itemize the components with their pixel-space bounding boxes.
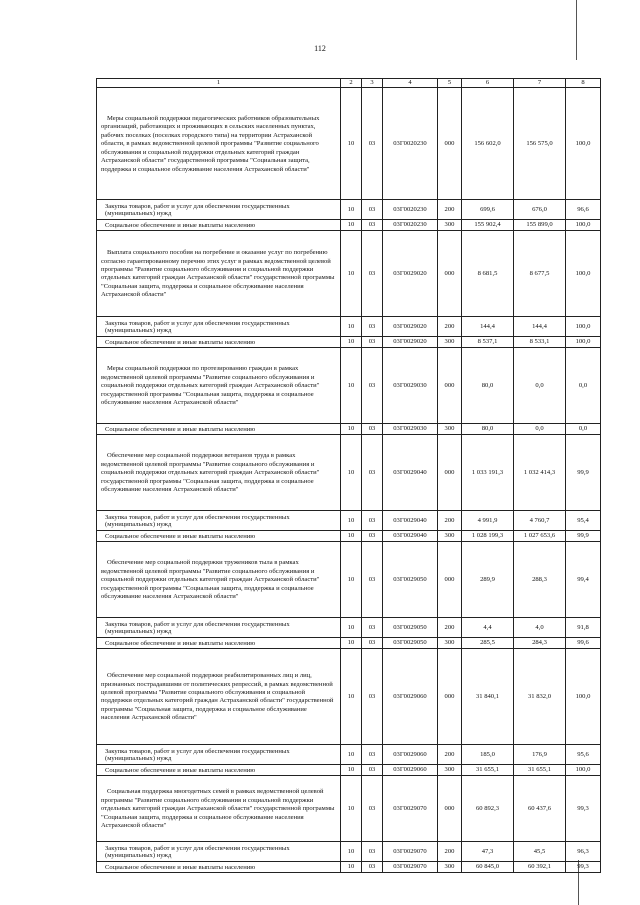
execution-percent-cell: 100,0	[566, 220, 601, 231]
planned-amount-cell: 60 892,3	[462, 776, 514, 842]
planned-amount-cell: 699,6	[462, 200, 514, 220]
actual-amount-cell: 144,4	[514, 317, 566, 337]
target-article-cell: 03Г0029060	[383, 765, 438, 776]
table-row-expense	[97, 618, 601, 638]
subsection-cell: 03	[362, 638, 383, 649]
section-cell: 10	[341, 842, 362, 862]
table-row-expense	[97, 424, 601, 435]
subsection-cell: 03	[362, 88, 383, 200]
table-body	[97, 88, 601, 873]
subsection-cell: 03	[362, 649, 383, 745]
actual-amount-cell: 284,3	[514, 638, 566, 649]
execution-percent-cell: 100,0	[566, 88, 601, 200]
expense-type-cell: 200	[438, 200, 462, 220]
actual-amount-cell: 0,0	[514, 424, 566, 435]
planned-amount-cell: 144,4	[462, 317, 514, 337]
column-header: 4	[383, 79, 438, 88]
planned-amount-cell: 156 602,0	[462, 88, 514, 200]
planned-amount-cell: 289,9	[462, 542, 514, 618]
column-header: 3	[362, 79, 383, 88]
subsection-cell: 03	[362, 231, 383, 317]
execution-percent-cell: 100,0	[566, 231, 601, 317]
table-row-measure	[97, 435, 601, 511]
row-name-cell: Обеспечение мер социальной поддержки тружеников тыла в рамках ведомственной целевой программы "Развитие социального обслуживания и социальной поддержки отдельных категорий граждан Астраханской области" государственной программы "Социальная защита, поддержка и социальное обслуживание населения Астраханской области"	[97, 542, 341, 618]
target-article-cell: 03Г0020230	[383, 220, 438, 231]
row-name-cell: Социальное обеспечение и иные выплаты населению	[97, 337, 341, 348]
section-cell: 10	[341, 649, 362, 745]
section-cell: 10	[341, 88, 362, 200]
row-name-cell: Социальное обеспечение и иные выплаты населению	[97, 862, 341, 873]
row-name-cell: Закупка товаров, работ и услуг для обеспечения государственных (муниципальных) нужд	[97, 842, 341, 862]
planned-amount-cell: 8 681,5	[462, 231, 514, 317]
section-cell: 10	[341, 531, 362, 542]
expense-type-cell: 000	[438, 776, 462, 842]
section-cell: 10	[341, 337, 362, 348]
subsection-cell: 03	[362, 842, 383, 862]
actual-amount-cell: 31 655,1	[514, 765, 566, 776]
table-row-expense	[97, 317, 601, 337]
subsection-cell: 03	[362, 317, 383, 337]
expense-type-cell: 300	[438, 862, 462, 873]
section-cell: 10	[341, 618, 362, 638]
actual-amount-cell: 4,0	[514, 618, 566, 638]
target-article-cell: 03Г0029050	[383, 542, 438, 618]
row-name-cell: Закупка товаров, работ и услуг для обеспечения государственных (муниципальных) нужд	[97, 511, 341, 531]
expense-type-cell: 000	[438, 348, 462, 424]
actual-amount-cell: 45,5	[514, 842, 566, 862]
actual-amount-cell: 1 027 653,6	[514, 531, 566, 542]
table-row-measure	[97, 542, 601, 618]
subsection-cell: 03	[362, 776, 383, 842]
expense-type-cell: 200	[438, 842, 462, 862]
subsection-cell: 03	[362, 511, 383, 531]
table-row-expense	[97, 745, 601, 765]
execution-percent-cell: 95,6	[566, 745, 601, 765]
target-article-cell: 03Г0020230	[383, 88, 438, 200]
section-cell: 10	[341, 862, 362, 873]
execution-percent-cell: 99,3	[566, 862, 601, 873]
expense-type-cell: 300	[438, 220, 462, 231]
actual-amount-cell: 155 899,0	[514, 220, 566, 231]
subsection-cell: 03	[362, 531, 383, 542]
table-row-measure	[97, 88, 601, 200]
execution-percent-cell: 95,4	[566, 511, 601, 531]
execution-percent-cell: 96,6	[566, 200, 601, 220]
row-name-cell: Меры социальной поддержки педагогических работников образовательных организаций, работающих и проживающих в сельских населенных пунктах, рабочих поселках (поселках городского типа) на территории Астраханской области, в рамках ведомственной целевой программы "Развитие социального обслуживания и социальной поддержки отдельных категорий граждан Астраханской области" государственной программы "Социальная защита, поддержка и социальное обслуживание населения Астраханской области"	[97, 88, 341, 200]
target-article-cell: 03Г0029050	[383, 618, 438, 638]
table-row-expense	[97, 337, 601, 348]
section-cell: 10	[341, 424, 362, 435]
table-header-row	[97, 79, 601, 88]
target-article-cell: 03Г0029060	[383, 745, 438, 765]
subsection-cell: 03	[362, 200, 383, 220]
row-name-cell: Обеспечение мер социальной поддержки ветеранов труда в рамках ведомственной целевой программы "Развитие социального обслуживания и социальной поддержки отдельных категорий граждан Астраханской области" государственной программы "Социальная защита, поддержка и социальное обслуживание населения Астраханской области"	[97, 435, 341, 511]
target-article-cell: 03Г0029030	[383, 348, 438, 424]
actual-amount-cell: 676,0	[514, 200, 566, 220]
row-name-cell: Меры социальной поддержки по протезированию граждан в рамках ведомственной целевой программы "Развитие социального обслуживания и социальной поддержки отдельных категорий граждан Астраханской области" государственной программы "Социальная защита, поддержка и социальное обслуживание населения Астраханской области"	[97, 348, 341, 424]
column-header: 2	[341, 79, 362, 88]
planned-amount-cell: 4 991,9	[462, 511, 514, 531]
planned-amount-cell: 80,0	[462, 348, 514, 424]
expense-type-cell: 000	[438, 231, 462, 317]
row-name-cell: Обеспечение мер социальной поддержки реабилитированных лиц и лиц, признанных пострадавшими от политических репрессий, в рамках ведомственной целевой программы "Развитие социального обслуживания и социальной поддержки отдельных категорий граждан Астраханской области" государственной программы "Социальная защита, поддержка и социальное обслуживание населения Астраханской области"	[97, 649, 341, 745]
target-article-cell: 03Г0020230	[383, 200, 438, 220]
column-header: 7	[514, 79, 566, 88]
target-article-cell: 03Г0029040	[383, 511, 438, 531]
planned-amount-cell: 1 028 199,3	[462, 531, 514, 542]
page-number: 112	[314, 44, 326, 53]
planned-amount-cell: 1 033 191,3	[462, 435, 514, 511]
section-cell: 10	[341, 200, 362, 220]
row-name-cell: Закупка товаров, работ и услуг для обеспечения государственных (муниципальных) нужд	[97, 200, 341, 220]
actual-amount-cell: 288,3	[514, 542, 566, 618]
table-row-measure	[97, 231, 601, 317]
expense-type-cell: 300	[438, 337, 462, 348]
planned-amount-cell: 60 845,0	[462, 862, 514, 873]
execution-percent-cell: 99,3	[566, 776, 601, 842]
table-row-expense	[97, 531, 601, 542]
column-header: 6	[462, 79, 514, 88]
column-header: 5	[438, 79, 462, 88]
table-row-expense	[97, 638, 601, 649]
execution-percent-cell: 99,9	[566, 435, 601, 511]
expense-type-cell: 300	[438, 424, 462, 435]
section-cell: 10	[341, 348, 362, 424]
row-name-cell: Социальное обеспечение и иные выплаты населению	[97, 220, 341, 231]
table-row-measure	[97, 776, 601, 842]
section-cell: 10	[341, 776, 362, 842]
subsection-cell: 03	[362, 862, 383, 873]
section-cell: 10	[341, 435, 362, 511]
planned-amount-cell: 285,5	[462, 638, 514, 649]
section-cell: 10	[341, 220, 362, 231]
execution-percent-cell: 100,0	[566, 765, 601, 776]
execution-percent-cell: 0,0	[566, 424, 601, 435]
section-cell: 10	[341, 638, 362, 649]
table-row-measure	[97, 348, 601, 424]
execution-percent-cell: 100,0	[566, 337, 601, 348]
expense-type-cell: 300	[438, 765, 462, 776]
target-article-cell: 03Г0029040	[383, 531, 438, 542]
row-name-cell: Социальное обеспечение и иные выплаты населению	[97, 424, 341, 435]
table-row-expense	[97, 862, 601, 873]
execution-percent-cell: 96,3	[566, 842, 601, 862]
subsection-cell: 03	[362, 220, 383, 231]
section-cell: 10	[341, 745, 362, 765]
expense-type-cell: 000	[438, 88, 462, 200]
planned-amount-cell: 31 655,1	[462, 765, 514, 776]
target-article-cell: 03Г0029060	[383, 649, 438, 745]
planned-amount-cell: 185,0	[462, 745, 514, 765]
subsection-cell: 03	[362, 424, 383, 435]
row-name-cell: Социальное обеспечение и иные выплаты населению	[97, 638, 341, 649]
table-row-expense	[97, 842, 601, 862]
row-name-cell: Социальное обеспечение и иные выплаты населению	[97, 765, 341, 776]
actual-amount-cell: 1 032 414,3	[514, 435, 566, 511]
expense-type-cell: 300	[438, 531, 462, 542]
subsection-cell: 03	[362, 618, 383, 638]
execution-percent-cell: 99,9	[566, 531, 601, 542]
section-cell: 10	[341, 542, 362, 618]
section-cell: 10	[341, 765, 362, 776]
expense-type-cell: 300	[438, 638, 462, 649]
target-article-cell: 03Г0029050	[383, 638, 438, 649]
actual-amount-cell: 0,0	[514, 348, 566, 424]
table-row-expense	[97, 511, 601, 531]
subsection-cell: 03	[362, 542, 383, 618]
target-article-cell: 03Г0029070	[383, 842, 438, 862]
actual-amount-cell: 176,9	[514, 745, 566, 765]
execution-percent-cell: 0,0	[566, 348, 601, 424]
table-row-measure	[97, 649, 601, 745]
row-name-cell: Социальное обеспечение и иные выплаты населению	[97, 531, 341, 542]
row-name-cell: Закупка товаров, работ и услуг для обеспечения государственных (муниципальных) нужд	[97, 745, 341, 765]
subsection-cell: 03	[362, 337, 383, 348]
column-header: 1	[97, 79, 341, 88]
subsection-cell: 03	[362, 348, 383, 424]
target-article-cell: 03Г0029020	[383, 231, 438, 317]
execution-percent-cell: 100,0	[566, 317, 601, 337]
actual-amount-cell: 4 760,7	[514, 511, 566, 531]
planned-amount-cell: 31 840,1	[462, 649, 514, 745]
expense-type-cell: 200	[438, 618, 462, 638]
subsection-cell: 03	[362, 745, 383, 765]
target-article-cell: 03Г0029070	[383, 862, 438, 873]
actual-amount-cell: 60 392,1	[514, 862, 566, 873]
row-name-cell: Социальная поддержка многодетных семей в рамках ведомственной целевой программы "Развитие социального обслуживания и социальной поддержки отдельных категорий граждан Астраханской области" государственной программы "Социальная защита, поддержка и социальное обслуживание населения Астраханской области"	[97, 776, 341, 842]
actual-amount-cell: 8 533,1	[514, 337, 566, 348]
expense-type-cell: 000	[438, 542, 462, 618]
expense-type-cell: 200	[438, 745, 462, 765]
execution-percent-cell: 99,4	[566, 542, 601, 618]
expense-type-cell: 200	[438, 511, 462, 531]
row-name-cell: Закупка товаров, работ и услуг для обеспечения государственных (муниципальных) нужд	[97, 317, 341, 337]
section-cell: 10	[341, 231, 362, 317]
actual-amount-cell: 60 437,6	[514, 776, 566, 842]
planned-amount-cell: 155 902,4	[462, 220, 514, 231]
section-cell: 10	[341, 317, 362, 337]
table-row-expense	[97, 200, 601, 220]
execution-percent-cell: 99,6	[566, 638, 601, 649]
budget-table	[96, 78, 601, 873]
expense-type-cell: 200	[438, 317, 462, 337]
target-article-cell: 03Г0029070	[383, 776, 438, 842]
row-name-cell: Выплата социального пособия на погребение и оказание услуг по погребению согласно гарантированному перечню этих услуг в рамках ведомственной целевой программы "Развитие социального обслуживания и социальной поддержки отдельных категорий граждан Астраханской области" государственной программы "Социальная защита, поддержка и социальное обслуживание населения Астраханской области"	[97, 231, 341, 317]
expense-type-cell: 000	[438, 649, 462, 745]
table-row-expense	[97, 765, 601, 776]
execution-percent-cell: 91,8	[566, 618, 601, 638]
actual-amount-cell: 31 832,0	[514, 649, 566, 745]
target-article-cell: 03Г0029020	[383, 317, 438, 337]
planned-amount-cell: 8 537,1	[462, 337, 514, 348]
row-name-cell: Закупка товаров, работ и услуг для обеспечения государственных (муниципальных) нужд	[97, 618, 341, 638]
actual-amount-cell: 156 575,0	[514, 88, 566, 200]
execution-percent-cell: 100,0	[566, 649, 601, 745]
subsection-cell: 03	[362, 435, 383, 511]
actual-amount-cell: 8 677,5	[514, 231, 566, 317]
target-article-cell: 03Г0029030	[383, 424, 438, 435]
table-row-expense	[97, 220, 601, 231]
subsection-cell: 03	[362, 765, 383, 776]
planned-amount-cell: 80,0	[462, 424, 514, 435]
planned-amount-cell: 47,3	[462, 842, 514, 862]
target-article-cell: 03Г0029020	[383, 337, 438, 348]
column-header: 8	[566, 79, 601, 88]
expense-type-cell: 000	[438, 435, 462, 511]
section-cell: 10	[341, 511, 362, 531]
target-article-cell: 03Г0029040	[383, 435, 438, 511]
planned-amount-cell: 4,4	[462, 618, 514, 638]
